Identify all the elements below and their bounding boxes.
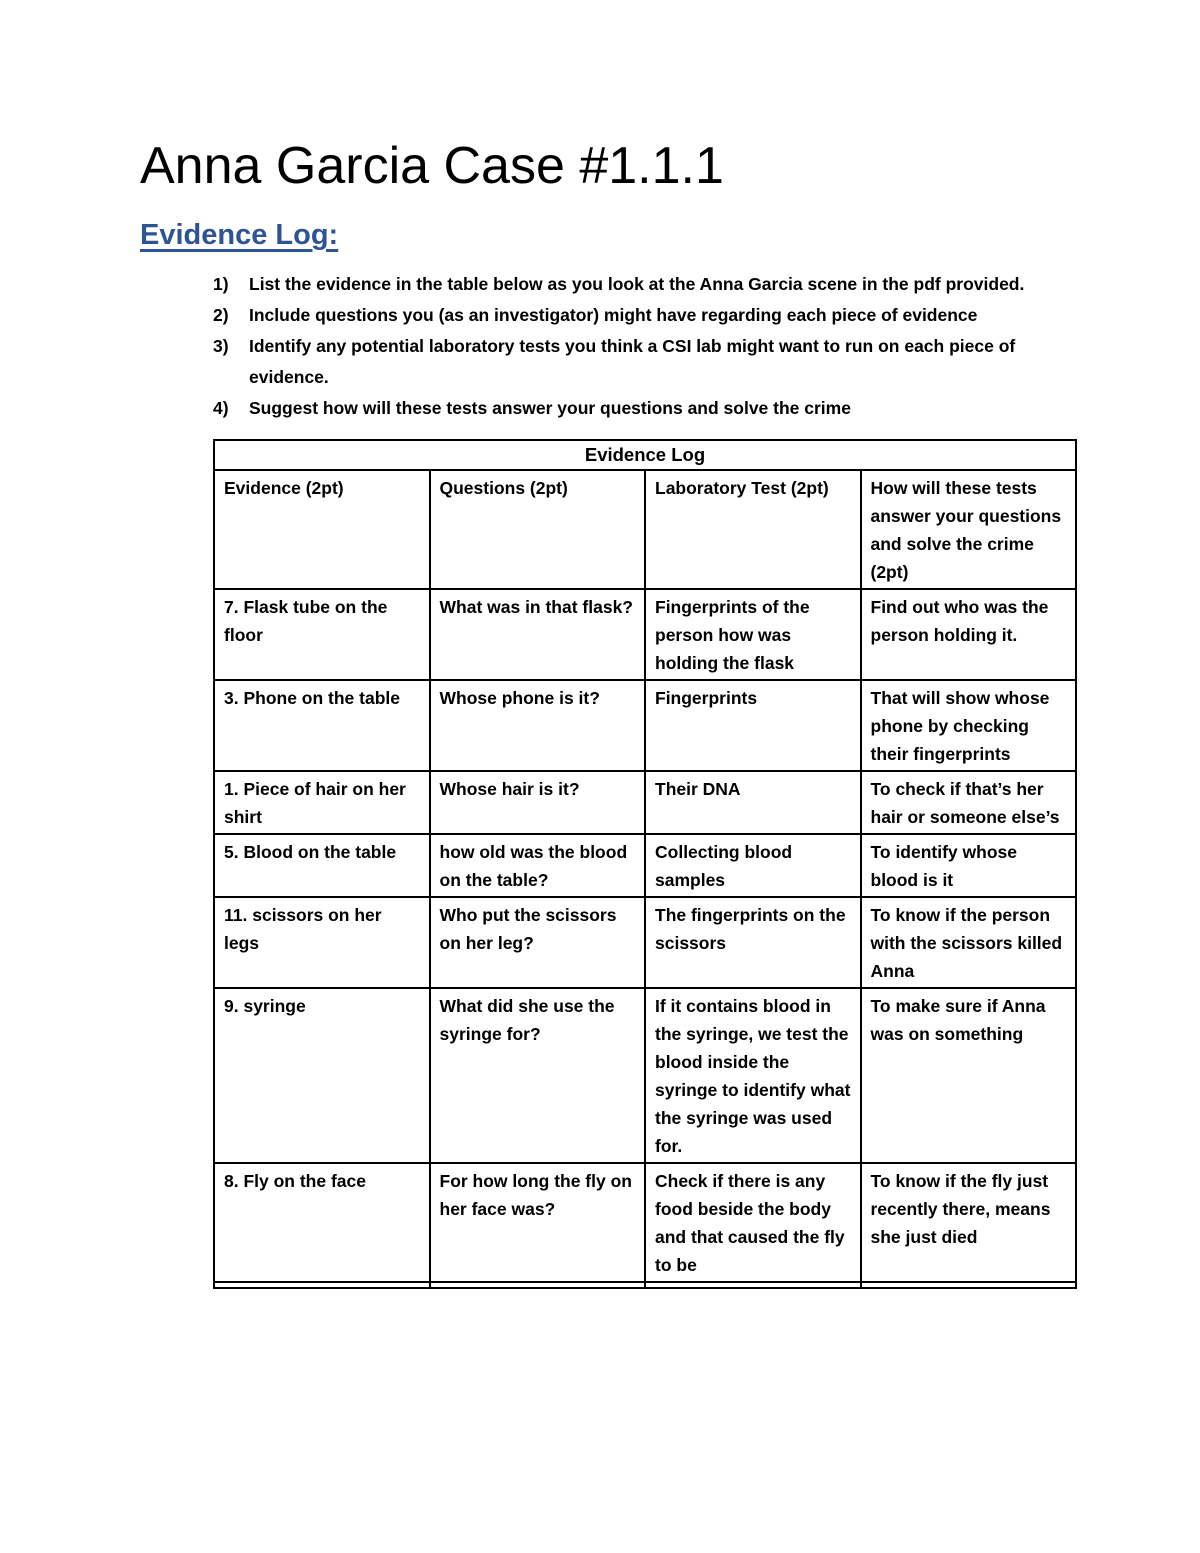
table-cell: Check if there is any food beside the body and that caused the fly to be [645, 1163, 861, 1282]
evidence-log-table [213, 439, 1077, 1289]
table-cell: 8. Fly on the face [214, 1163, 430, 1282]
column-header: Evidence (2pt) [214, 470, 430, 589]
table-cell: Fingerprints [645, 680, 861, 771]
column-header: Questions (2pt) [430, 470, 646, 589]
instruction-number: 3) [213, 336, 229, 356]
table-stub-cell [214, 1282, 430, 1288]
instruction-item [213, 269, 1200, 300]
instruction-text: Identify any potential laboratory tests you think a CSI lab might want to run on each piece of evidence. [249, 336, 1016, 387]
table-cell: Collecting blood samples [645, 834, 861, 897]
table-cell: how old was the blood on the table? [430, 834, 646, 897]
table-stub-row [214, 1282, 1076, 1288]
table-cell: Find out who was the person holding it. [861, 589, 1077, 680]
table-row [214, 834, 1076, 897]
table-cell: For how long the fly on her face was? [430, 1163, 646, 1282]
instruction-number: 1) [213, 274, 229, 294]
column-header: How will these tests answer your questions and solve the crime (2pt) [861, 470, 1077, 589]
instruction-text: Suggest how will these tests answer your questions and solve the crime [249, 398, 851, 418]
table-row [214, 680, 1076, 771]
instruction-item [213, 300, 1200, 331]
table-cell: To make sure if Anna was on something [861, 988, 1077, 1163]
instruction-number: 4) [213, 398, 229, 418]
instructions-list [213, 269, 1200, 424]
table-title-row [214, 440, 1076, 470]
table-cell: What was in that flask? [430, 589, 646, 680]
column-header: Laboratory Test (2pt) [645, 470, 861, 589]
page-title: Anna Garcia Case #1.1.1 [140, 137, 724, 195]
table-cell: The fingerprints on the scissors [645, 897, 861, 988]
table-cell: Whose phone is it? [430, 680, 646, 771]
table-row [214, 1163, 1076, 1282]
instruction-text: Include questions you (as an investigator) might have regarding each piece of evidence [249, 305, 978, 325]
table-cell: 11. scissors on her legs [214, 897, 430, 988]
table-stub-cell [430, 1282, 646, 1288]
table-stub-cell [645, 1282, 861, 1288]
table-cell: To check if that’s her hair or someone else’s [861, 771, 1077, 834]
table-cell: Fingerprints of the person how was holding the flask [645, 589, 861, 680]
table-row [214, 988, 1076, 1163]
table-row [214, 897, 1076, 988]
table-stub-cell [861, 1282, 1077, 1288]
table-row [214, 771, 1076, 834]
table-cell: 9. syringe [214, 988, 430, 1163]
instruction-text: List the evidence in the table below as you look at the Anna Garcia scene in the pdf provided. [249, 274, 1025, 294]
table-cell: If it contains blood in the syringe, we test the blood inside the syringe to identify what the syringe was used for. [645, 988, 861, 1163]
table-title: Evidence Log [214, 440, 1076, 470]
table-row [214, 589, 1076, 680]
table-cell: 5. Blood on the table [214, 834, 430, 897]
table-cell: To know if the person with the scissors killed Anna [861, 897, 1077, 988]
table-cell: 1. Piece of hair on her shirt [214, 771, 430, 834]
table-cell: 7. Flask tube on the floor [214, 589, 430, 680]
table-cell: To identify whose blood is it [861, 834, 1077, 897]
table-cell: Who put the scissors on her leg? [430, 897, 646, 988]
table-cell: What did she use the syringe for? [430, 988, 646, 1163]
table-cell: To know if the fly just recently there, means she just died [861, 1163, 1077, 1282]
section-heading: Evidence Log: [140, 219, 339, 251]
table-cell: Whose hair is it? [430, 771, 646, 834]
instruction-item [213, 393, 1200, 424]
instruction-number: 2) [213, 305, 229, 325]
table-cell: That will show whose phone by checking their fingerprints [861, 680, 1077, 771]
table-cell: Their DNA [645, 771, 861, 834]
instruction-item [213, 331, 1200, 393]
table-cell: 3. Phone on the table [214, 680, 430, 771]
table-header-row [214, 470, 1076, 589]
